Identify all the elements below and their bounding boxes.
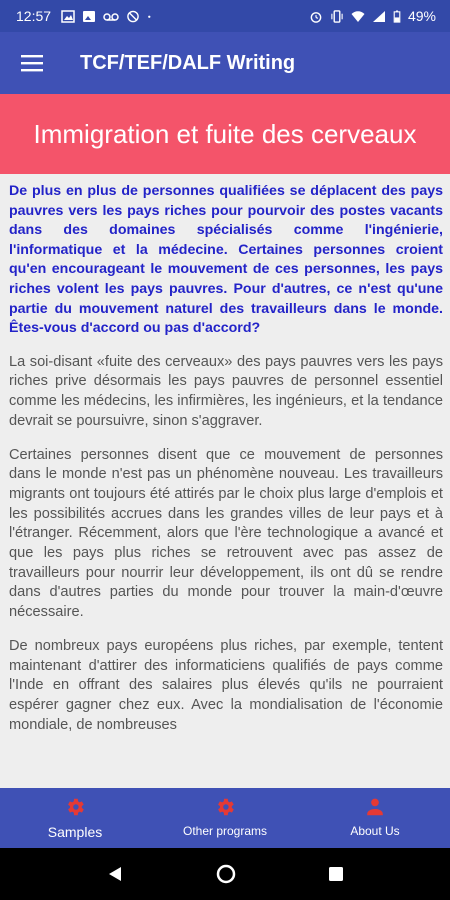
photo-icon [82, 10, 96, 23]
back-icon[interactable] [106, 865, 124, 883]
gear-icon [64, 796, 86, 818]
essay-paragraph: La soi-disant «fuite des cerveaux» des pays pauvres vers les pays riches prive désormais les pays pauvres de personnel essentiel comme les médecins, les infirmières, les ingénieurs, et la tendance devrait se poursuivre, sinon s'aggraver. [9, 353, 443, 429]
nav-other-programs[interactable] [150, 788, 300, 848]
nav-samples[interactable] [0, 788, 150, 848]
status-bar [0, 0, 450, 32]
home-icon[interactable] [216, 864, 236, 884]
nav-label: About Us [350, 824, 400, 838]
battery-percent: 49% [407, 8, 436, 24]
signal-icon [372, 10, 386, 23]
menu-button[interactable] [4, 32, 60, 94]
system-navigation-bar [0, 848, 450, 900]
vibrate-icon [330, 10, 344, 23]
menu-icon [21, 54, 43, 72]
nav-label: Other programs [182, 824, 268, 838]
status-time: 12:57 [16, 8, 52, 24]
essay-question: De plus en plus de personnes qualifiées se déplacent des pays pauvres vers les pays riches pour pourvoir des postes vacants dans des domaines spécialisés comme l'ingénierie, l'informatique et la médecine. Certaines personnes croient qu'en encourageant le mouvement de ces personnes, les pays riches volent les pays pauvres. Pour d'autres, ce n'est qu'une partie du mouvement naturel des travailleurs dans le monde. Êtes-vous d'accord ou pas d'accord? [9, 183, 443, 337]
bottom-navigation [0, 788, 450, 848]
dot-icon [147, 10, 155, 23]
battery-icon [393, 10, 401, 23]
nav-label: Samples [47, 824, 103, 840]
person-icon [364, 796, 386, 818]
essay-content[interactable] [0, 174, 450, 788]
essay-paragraph: De nombreux pays européens plus riches, par exemple, tentent maintenant d'attirer des informaticiens qualifiés de pays comme l'Inde en offrant des salaires plus élevés qu'ils ne pourraient espérer gagner chez eux. Avec la mondialisation de l'économie mondiale, de nombreuses [9, 637, 443, 733]
notification-icons [61, 10, 155, 23]
voicemail-icon [103, 10, 119, 23]
wifi-icon [351, 10, 365, 23]
recents-icon[interactable] [328, 866, 344, 882]
data-saver-icon [126, 10, 140, 23]
alarm-icon [309, 10, 323, 23]
topic-banner [0, 94, 450, 174]
system-status [309, 8, 436, 24]
gear-icon [214, 796, 236, 818]
app-bar [0, 32, 450, 94]
app-title: TCF/TEF/DALF Writing [80, 51, 296, 74]
image-icon [61, 10, 75, 23]
topic-title: Immigration et fuite des cerveaux [33, 118, 417, 149]
essay-paragraph: Certaines personnes disent que ce mouvement de personnes dans le monde n'est pas un phénomène nouveau. Les travailleurs migrants ont toujours été attirés par le choix plus large d'emplois et les possibilités accrues dans les grandes villes de leur pays et à l'étranger. Récemment, alors que l'ère technologique a avancé et que les pays plus riches se retrouvent avec pas assez de travailleurs pour nourrir leur développement, ils ont dû se rendre dans d'autres parties du monde pour trouver la main-d'œuvre nécessaire. [9, 446, 443, 621]
nav-about-us[interactable] [300, 788, 450, 848]
